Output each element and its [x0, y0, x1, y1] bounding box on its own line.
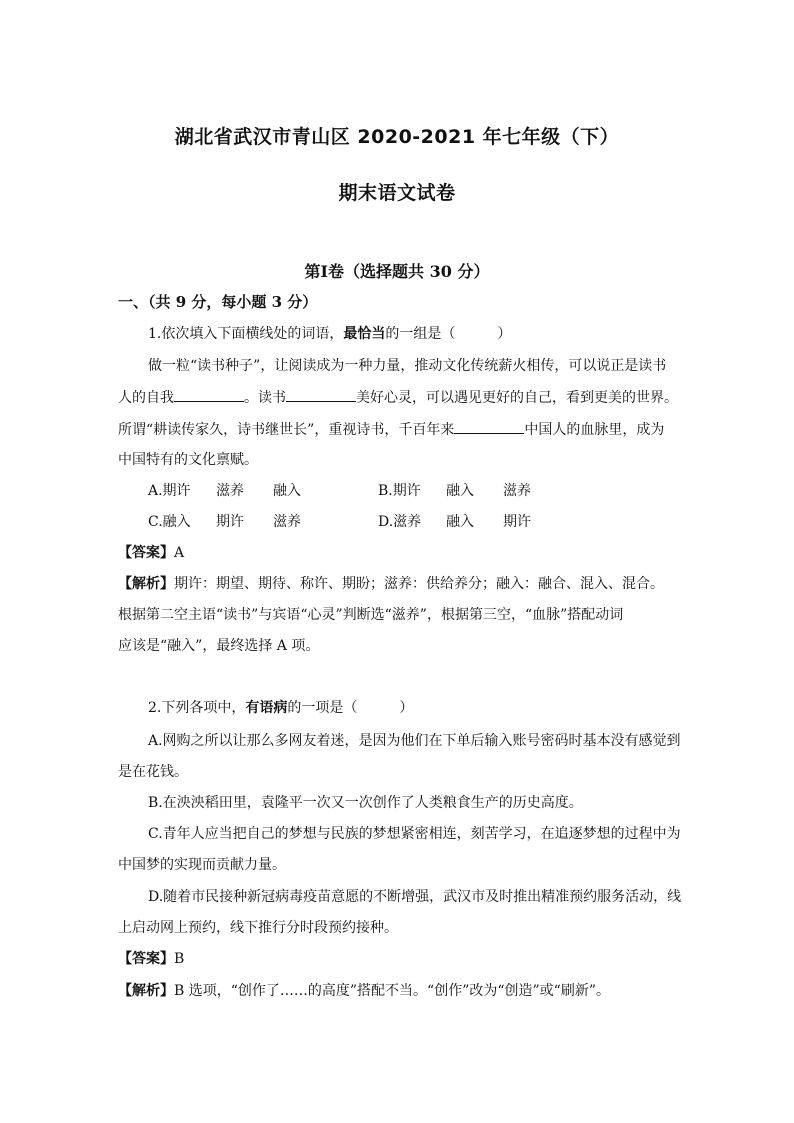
q1-answer-value: A: [174, 545, 185, 561]
q2-answer-mark: 【答案】: [118, 951, 174, 967]
q1-option-c-word3: 滋养: [273, 514, 301, 530]
section-heading: 第Ⅰ卷（选择题共 30 分）: [304, 262, 490, 281]
q1-p3a: 所谓“耕读传家久，诗书继世长”，重视诗书，千百年来: [118, 422, 455, 438]
q2-option-d-line2: 上启动网上预约，线下推行分时段预约接种。: [118, 920, 398, 936]
exam-title-line2: 期末语文试卷: [338, 182, 456, 204]
q2-stem-post: 的一项是（ ）: [287, 700, 414, 716]
q1-option-d-word2: 融入: [446, 514, 474, 530]
q2-answer-value: B: [174, 951, 185, 967]
blank-3: [454, 419, 524, 434]
q1-option-c-word2: 期许: [216, 514, 244, 530]
q1-stem-post: 的一组是（ ）: [385, 326, 512, 342]
q1-passage-line3: [118, 419, 664, 440]
q1-option-b-word2: 融入: [446, 483, 474, 499]
q1-option-d-word3: 期许: [503, 514, 531, 530]
part1-heading: 一、（共 9 分，每小题 3 分）: [118, 293, 318, 311]
q1-analysis-mark: 【解析】: [118, 576, 174, 592]
q2-analysis: [118, 981, 610, 1001]
exam-title-line1: 湖北省武汉市青山区 2020-2021 年七年级（下）: [174, 126, 620, 148]
blank-2: [286, 387, 356, 402]
q1-p3b: 中国人的血脉里，成为: [524, 422, 665, 438]
q1-stem-bold: 最恰当: [343, 326, 386, 342]
q1-passage-line1: 做一粒“读书种子”，让阅读成为一种力量，推动文化传统薪火相传，可以说正是读书: [148, 358, 667, 374]
q2-option-c-line2: 中国梦的实现而贡献力量。: [118, 857, 286, 873]
q1-analysis-line2: 根据第二空主语“读书”与宾语“心灵”判断选“滋养”，根据第三空，“血脉”搭配动词: [118, 607, 624, 623]
q2-option-d-line1: D.随着市民接种新冠病毒疫苗意愿的不断增强，武汉市及时推出精准预约服务活动，线: [148, 889, 682, 905]
q1-stem: [148, 324, 511, 344]
q1-option-d-label: D.滋养: [378, 514, 422, 530]
q1-option-a-word2: 滋养: [216, 483, 244, 499]
q2-option-a-line2: 是在花钱。: [118, 764, 188, 780]
q2-answer: [118, 949, 184, 969]
q1-analysis-line3: 应该是“融入”，最终选择 A 项。: [118, 638, 320, 654]
q1-stem-pre: 1.依次填入下面横线处的词语，: [148, 326, 344, 342]
q1-p2b: 。读书: [244, 390, 286, 406]
q2-option-c-line1: C.青年人应当把自己的梦想与民族的梦想紧密相连，刻苦学习，在追逐梦想的过程中为: [148, 826, 681, 842]
q1-option-b-word3: 滋养: [503, 483, 531, 499]
q2-analysis-mark: 【解析】: [118, 983, 174, 999]
q2-analysis-text: B 选项，“创作了……的高度”搭配不当。“创作”改为“创造”或“刷新”。: [174, 983, 610, 999]
q1-passage-line4: 中国特有的文化禀赋。: [118, 452, 258, 468]
q2-option-b: B.在泱泱稻田里，袁隆平一次又一次创作了人类粮食生产的历史高度。: [148, 795, 583, 811]
q1-option-a-word3: 融入: [273, 483, 301, 499]
q2-stem: [148, 698, 413, 718]
blank-1: [174, 387, 244, 402]
q2-stem-pre: 2.下列各项中，: [148, 700, 246, 716]
q2-stem-bold: 有语病: [245, 700, 288, 716]
q1-option-b-label: B.期许: [378, 483, 421, 499]
q1-option-a-label: A.期许: [148, 483, 191, 499]
q1-p2a: 人的自我: [118, 390, 174, 406]
q1-option-c-label: C.融入: [148, 514, 191, 530]
q1-analysis-text1: 期许：期望、期待、称许、期盼；滋养：供给养分；融入：融合、混入、混合。: [174, 576, 664, 592]
q1-answer: [118, 543, 184, 563]
q1-analysis-line1: [118, 574, 664, 594]
q1-answer-mark: 【答案】: [118, 545, 174, 561]
q1-passage-line2: [118, 387, 678, 408]
q2-option-a-line1: A.网购之所以让那么多网友着迷，是因为他们在下单后输入账号密码时基本没有感觉到: [148, 733, 681, 749]
q1-p2c: 美好心灵，可以遇见更好的自己，看到更美的世界。: [356, 390, 678, 406]
